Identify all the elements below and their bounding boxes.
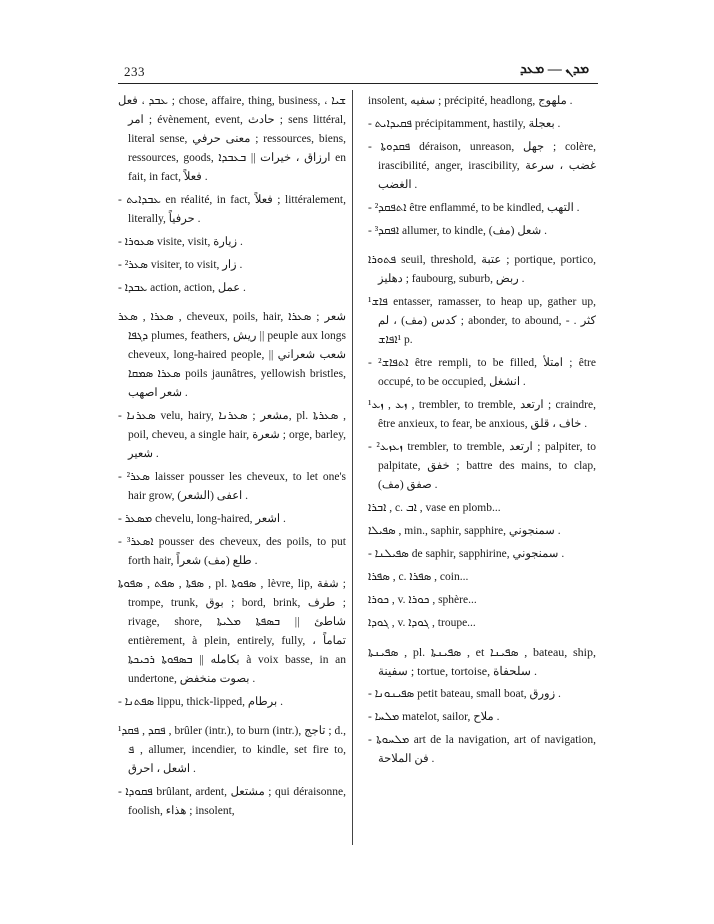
entry: ܥܒܕ ، فعل ; chose, affaire, thing, business, ܫܝܐ ، امر ; évènement, event, حادث ; sens littéral, literal sense, معنى حرفي ; ressources, biens, ressources, goods, ارزاق ، خيرات || ܒܥܒܕܐ en fait, in fact, فعلاً . (118, 95, 347, 183)
entry: - ²ܙܥܙܥ trembler, to tremble, ارتعد ; palpiter, to palpitate, خفق ; battre des mains, to clap, صفق (مف) . (368, 441, 596, 491)
entry: - ܡܣܥܪ chevelu, long-haired, اشعر . (118, 513, 286, 525)
entry: - ²ܐܬܦܐܫ être rempli, to be filled, امتلأ ; être occupé, to be occupied, انشغل . (368, 357, 596, 388)
entry: ¹ܦܩܕ , ܦܩܕ , brûler (intr.), to burn (intr.), تاجج ; d., ܦ , allumer, incendier, to kindle, set fire to, اشعل ، احرق . (118, 725, 346, 775)
entry: ¹ܦܐܫ entasser, ramasser, to heap up, gather up, كدس (مف) ، لم ; abonder, to abound, كثر . - ¹ܐܦܐܫ p. (368, 296, 597, 346)
entry: ܓܘܕܐ , v. ܓܘܕܐ , troupe... (368, 617, 476, 629)
entry: - ܡܠܚܘܬܐ art de la navigation, art of navigation, فن الملاحة . (368, 734, 596, 765)
entry: ܣܦܬܐ , ܣܦܬ , ܣܦܘܬܐ , pl. ܣܦܘܬܐ , lèvre, lip, شفة ; trompe, trunk, بوق ; bord, brink, طرف ; rivage, shore, شاطئ || ܒܣܦܬܐ ܡܠܝܬܐ entièrement, à plein, entirely, fully, تماماً ، بكامله || ܒܣܦܘܬܐ ܪܟܝܟܬܐ à voix basse, in an undertone, بصوت منخفض . (118, 578, 347, 685)
entry: - ܦܩܕܘܬܐ déraison, unreason, جهل ; colère, irascibilité, anger, irascibility, غضب ، سرعة الغضب . (368, 141, 597, 191)
entry: - ²ܐܬܦܩܕ être enflammé, to be kindled, التهب . (368, 202, 580, 214)
entry: ܣܥܪܐ , ܣܥܪ , cheveux, poils, hair, شعر ; ܣܥܪܐ ܕܓܦܐ plumes, feathers, ريش || peuple aux longs cheveux, long-haired people, شعب شعراني || ܣܥܪܐ ܣܡܩܐ poils jaunâtres, yellowish bristles, شعر اصهب . (118, 311, 346, 399)
header-rule (118, 83, 598, 84)
entry: - ܦܩܘܕܐ brûlant, ardent, مشتعل ; qui déraisonne, foolish, هذاء ; insolent, (118, 786, 347, 817)
entry: insolent, سفيه ; précipité, headlong, ملهوج . (368, 95, 573, 107)
entry: ¹ܙܥ , ܙܥ , trembler, to tremble, ارتعد ; craindre, être anxieux, to fear, be anxious, خاف ، قلق . (368, 399, 596, 430)
entry: - ܣܥܘܪܐ visite, visit, زيارة . (118, 236, 243, 248)
entry: - ܣܦܝܠܢܐ de saphir, sapphirine, سمنجوني . (368, 548, 565, 560)
entry: - ܣܥܪܢܐ velu, hairy, مشعر ; ܣܥܪܢܐ, pl. ܣܥܪܬܐ , poil, cheveu, a single hair, شعرة ; orge, barley, شعير . (118, 410, 347, 460)
entry: ܣܦܝܢܬܐ , pl. ܣܦܝܢܬܐ , et ܣܦܝܢܐ , bateau, ship, سفينة ; tortue, tortoise, سلحفاة . (368, 645, 596, 678)
entry: ܦܬܘܪܐ seuil, threshold, عتبة ; portique, portico, دهليز ; faubourg, suburb, ربض . (368, 254, 596, 285)
entry: - ܥܒܕܐ action, action, عمل . (118, 282, 246, 294)
column-divider (352, 90, 353, 845)
entry: - ²ܣܥܪ laisser pousser les cheveux, to let one's hair grow, اعفى (الشعر) . (118, 471, 346, 502)
entry: ܣܦܪܐ , c. ܣܦܪܐ , coin... (368, 571, 469, 583)
entry: - ܦܩܝܕܐܝܬ précipitamment, hastily, بعجلة . (368, 118, 561, 130)
entry: - ܥܒܕܐܝܬ en réalité, in fact, فعلاً ; littéralement, literally, حرفياً . (118, 194, 346, 225)
running-head: ܡܕܢ — ܡܥܕ (520, 62, 590, 77)
entry: - ³ܐܣܥܪ pousser des cheveux, des poils, to put forth hair, طلع (مف) شعراً . (118, 536, 346, 567)
entry: - ܣܦܬܢܐ lippu, thick-lipped, برطام . (118, 696, 283, 708)
entry: - ܡܠܚܐ matelot, sailor, ملاح . (368, 711, 500, 723)
page-number: 233 (124, 64, 145, 79)
right-column (368, 92, 596, 773)
entry: - ²ܣܥܪ visiter, to visit, زار . (118, 259, 243, 271)
left-column (118, 92, 346, 825)
entry: - ܣܦܝܢܘܢܐ petit bateau, small boat, زورق . (368, 688, 561, 700)
entry: ܐܒܪܐ , c. ܐܒ , vase en plomb... (368, 502, 501, 514)
entry: ܣܦܝܠܐ , min., saphir, sapphire, سمنجوني . (368, 525, 561, 537)
entry: ܟܘܪܐ , v. ܟܘܪܐ , sphère... (368, 594, 477, 606)
entry: - ³ܐܦܩܕ allumer, to kindle, شعل (مف) . (368, 225, 547, 237)
